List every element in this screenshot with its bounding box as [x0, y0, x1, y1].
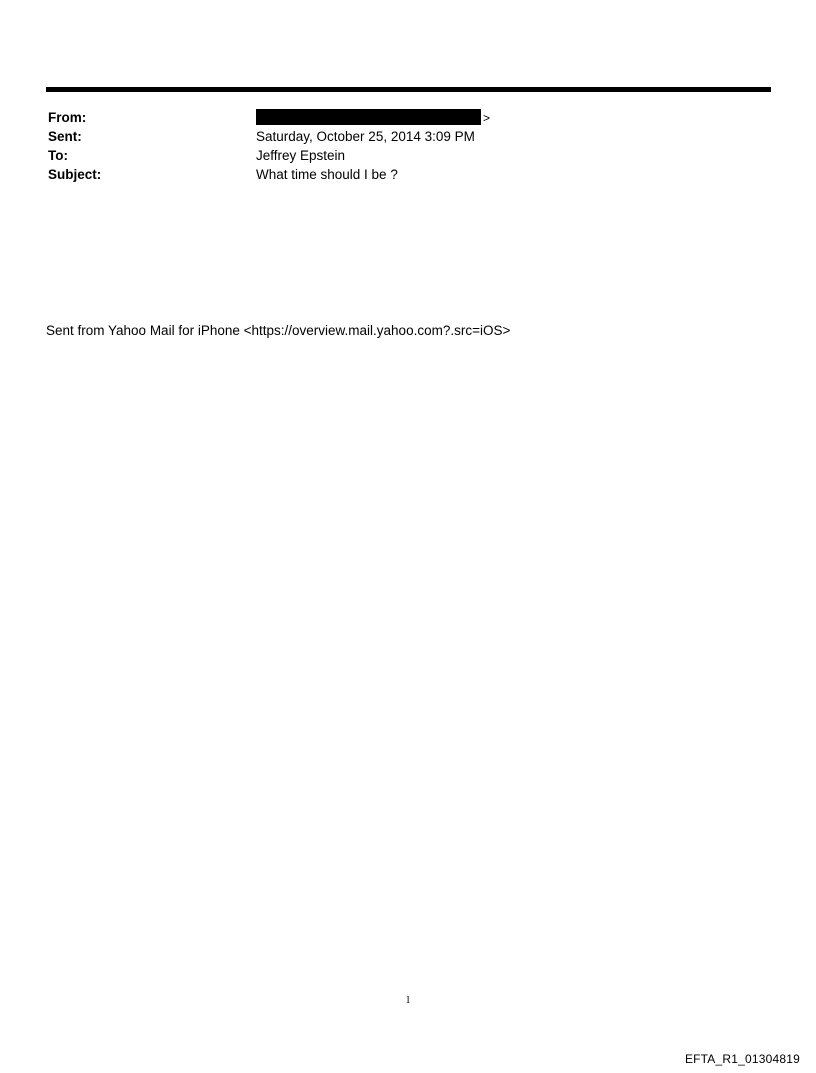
sent-label: Sent:: [48, 129, 82, 144]
subject-row: [46, 165, 771, 184]
from-value-suffix: >: [483, 111, 491, 125]
to-label: To:: [48, 148, 68, 163]
redaction-block: [256, 109, 481, 125]
subject-label: Subject:: [48, 167, 102, 182]
to-value: Jeffrey Epstein: [256, 148, 346, 163]
subject-value: What time should I be ?: [256, 167, 398, 182]
page-number: 1: [405, 995, 411, 1006]
header-divider: [46, 87, 771, 92]
from-label: From:: [48, 110, 87, 125]
sent-value: Saturday, October 25, 2014 3:09 PM: [256, 129, 475, 144]
sent-row: [46, 127, 771, 146]
to-row: [46, 146, 771, 165]
email-header: [46, 108, 771, 184]
from-row: [46, 108, 771, 127]
email-signature: Sent from Yahoo Mail for iPhone <https://overview.mail.yahoo.com?.src=iOS>: [46, 323, 511, 338]
from-value: [256, 108, 490, 128]
document-id: EFTA_R1_01304819: [684, 1052, 800, 1066]
